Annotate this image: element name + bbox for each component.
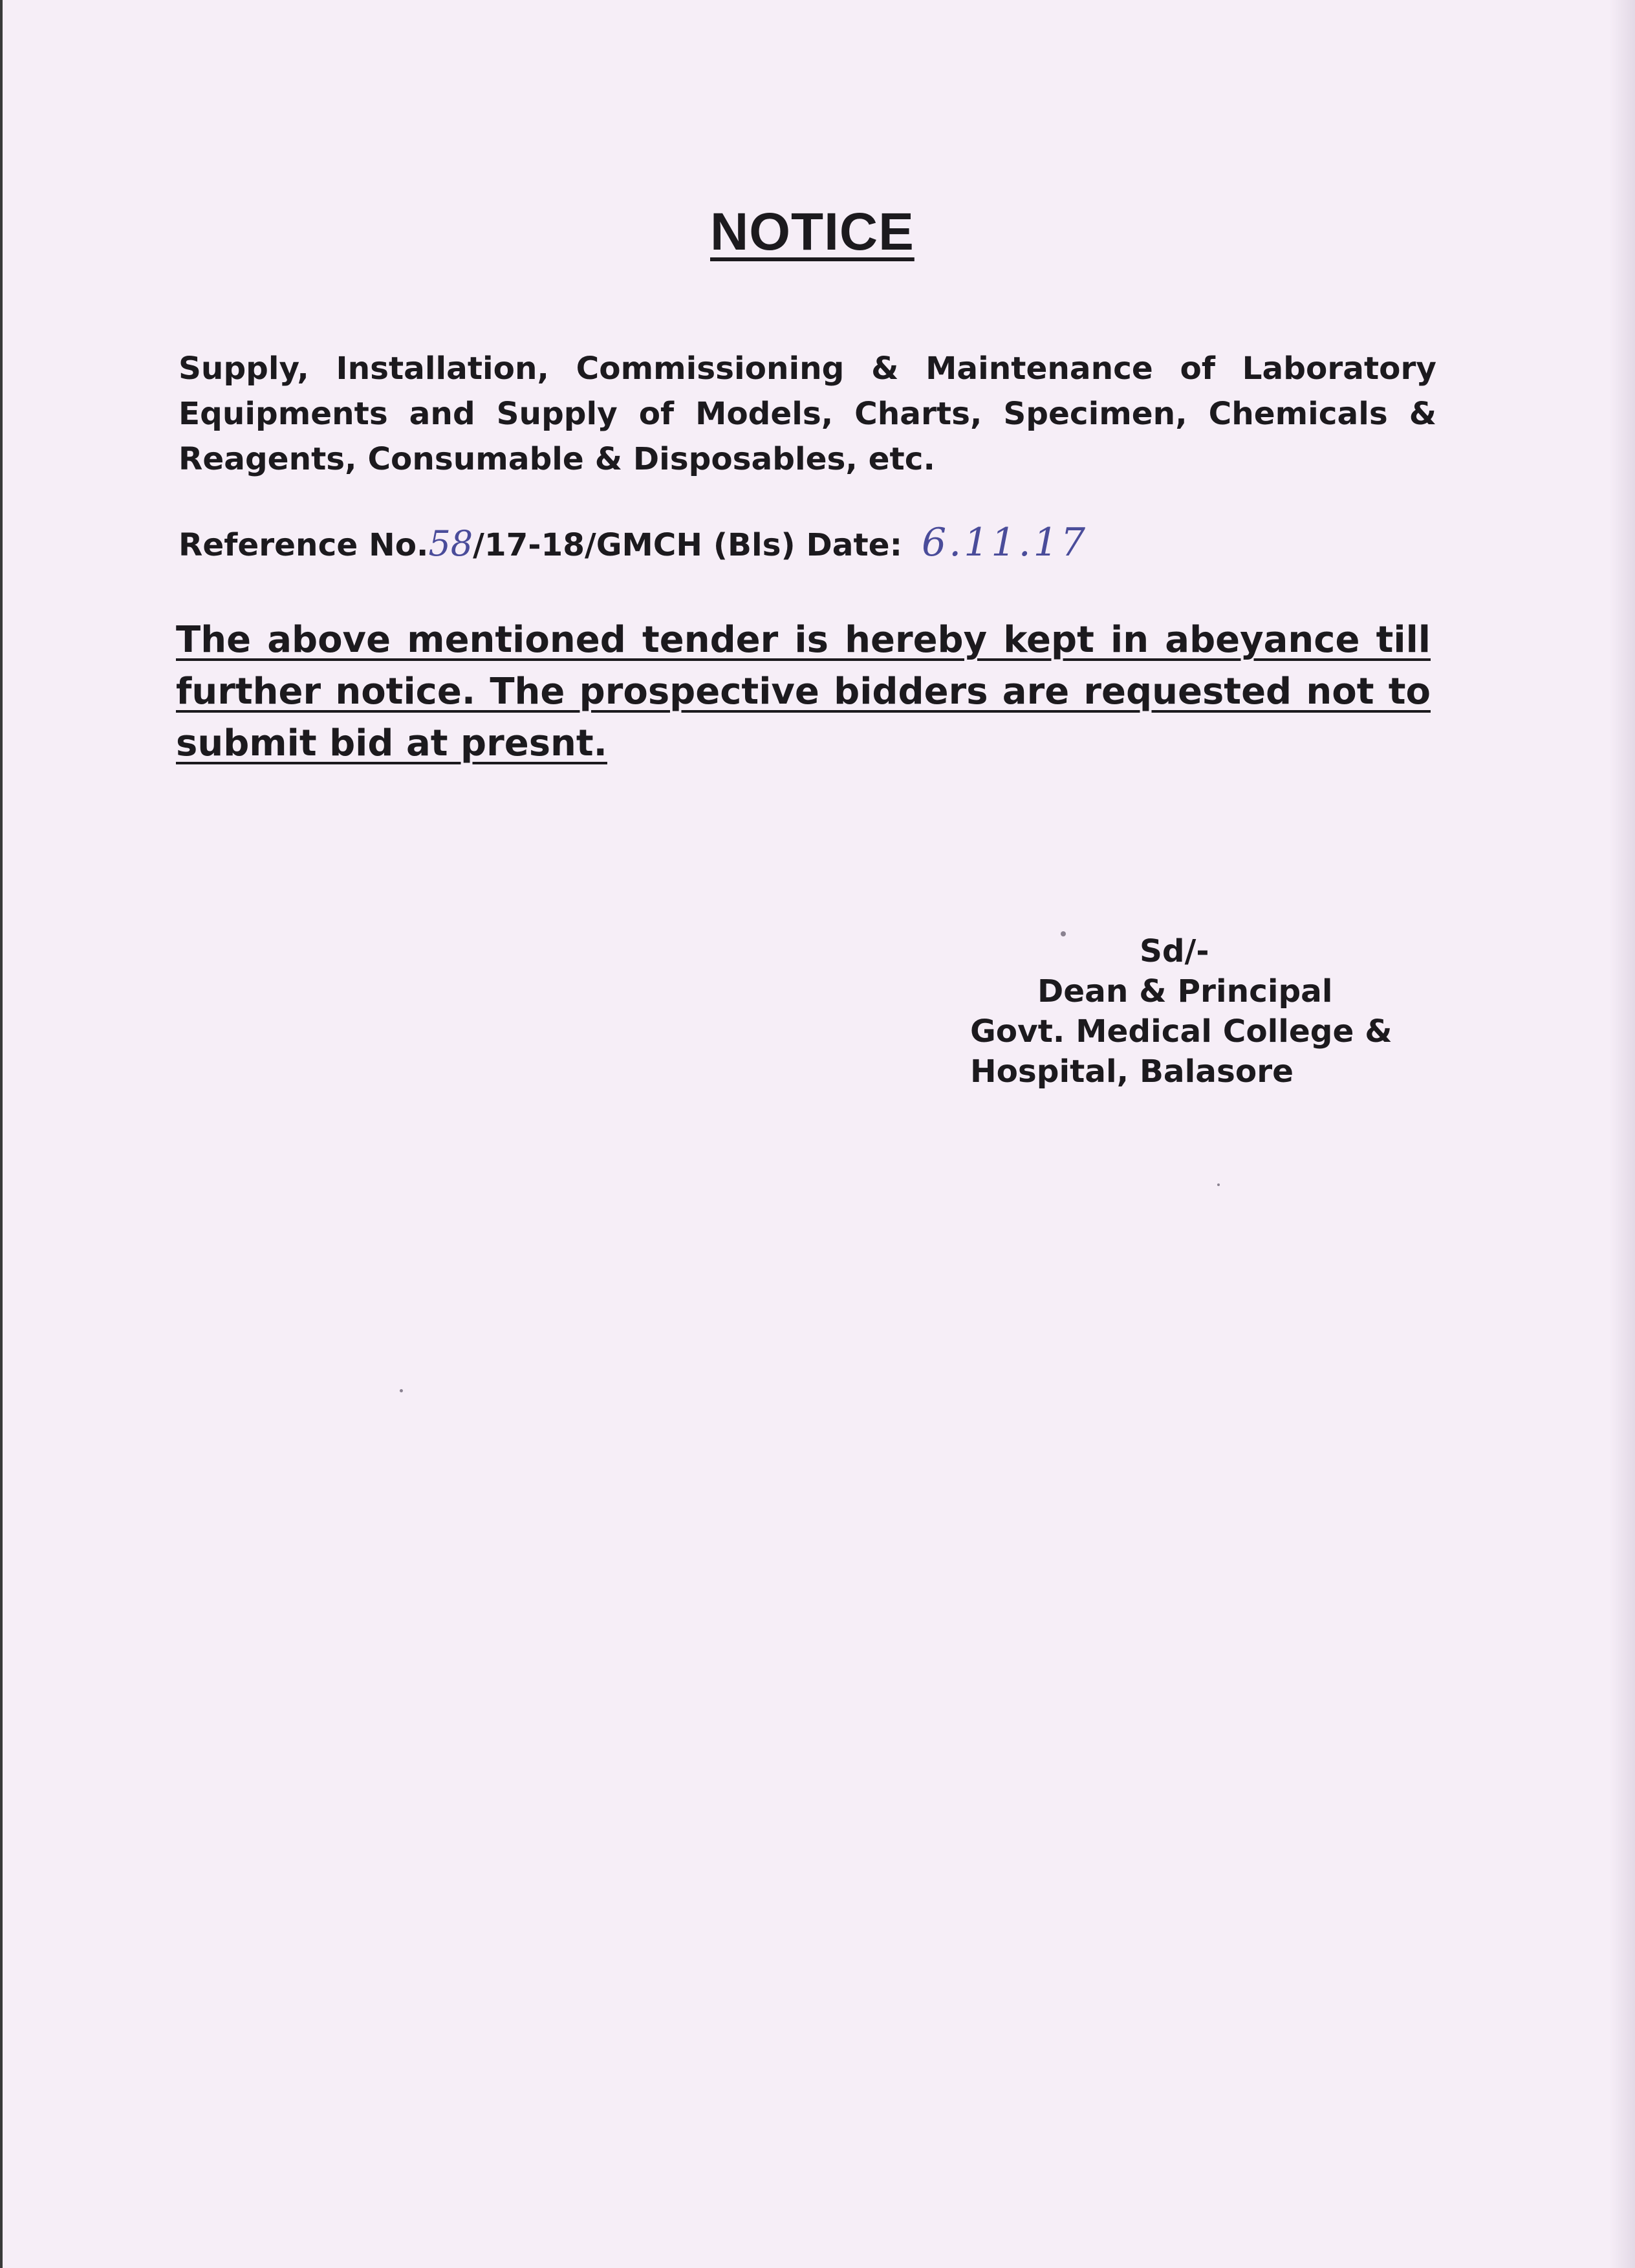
reference-prefix: Reference No. xyxy=(179,527,429,563)
reference-line xyxy=(179,520,1088,568)
reference-suffix: /17-18/GMCH (Bls) Date: xyxy=(473,527,902,563)
reference-number-handwritten: 58 xyxy=(428,523,473,564)
reference-date-handwritten: 6.11.17 xyxy=(921,520,1088,565)
notice-title: NOTICE xyxy=(710,202,915,261)
signature-block xyxy=(970,931,1436,1092)
scan-speck xyxy=(1217,1183,1220,1186)
tender-subject: Supply, Installation, Commissioning & Maintenance of Laboratory Equipments and Supply of Models, Charts, Specimen, Chemicals & Reagents, Consumable & Disposables, etc. xyxy=(179,351,1436,477)
signatory-title: Dean & Principal xyxy=(1037,973,1333,1010)
abeyance-announcement: The above mentioned tender is hereby kept in abeyance till further notice. The prospective bidders are requested not to submit bid at presnt. xyxy=(176,619,1431,764)
scan-speck xyxy=(400,1389,403,1392)
scan-speck xyxy=(1061,931,1066,936)
signatory-org-line2: Hospital, Balasore xyxy=(970,1053,1294,1090)
signatory-org-line1: Govt. Medical College & xyxy=(970,1013,1392,1050)
signature-sd: Sd/- xyxy=(1140,933,1209,969)
